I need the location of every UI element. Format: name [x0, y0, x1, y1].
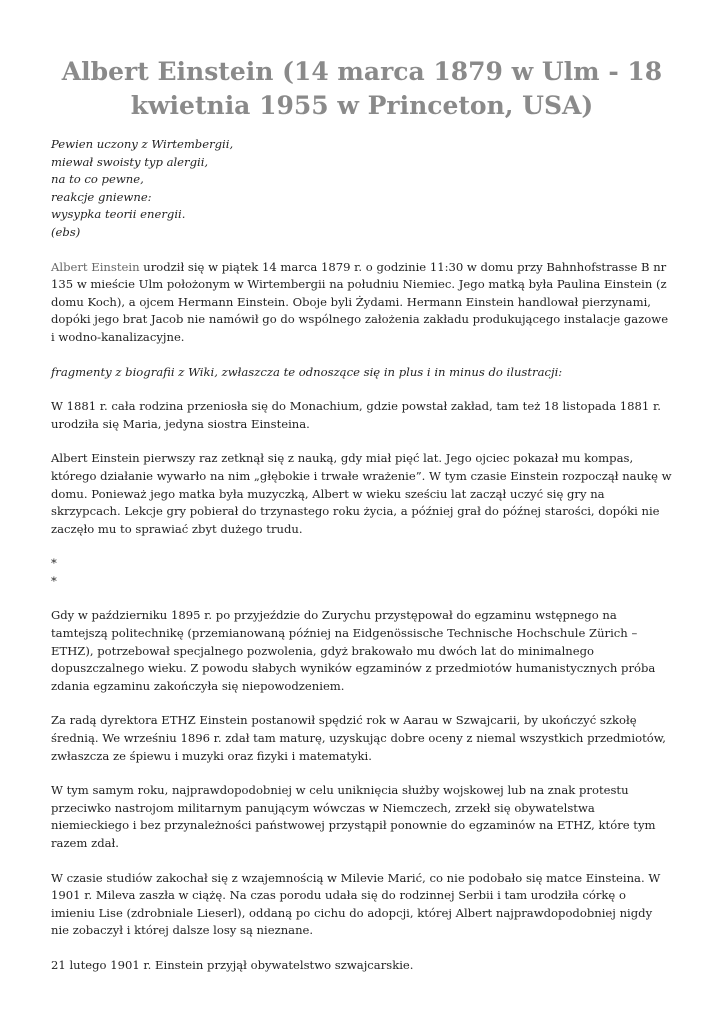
paragraph-mileva: W czasie studiów zakochał się z wzajemnością w Milevie Marić, co nie podobało się matce Einsteina. W 1901 r. Mileva zaszła w ciążę. Na czas porodu udała się do rodzinnej Serbii i tam urodziła córkę o imieniu Lise (zdrobniale Lieserl), oddaną po cichu do adopcji, której Albert najprawdopodobniej nigdy nie zobaczył i której dalsze losy są nieznane. — [51, 870, 661, 938]
paragraph-aarau: Za radą dyrektora ETHZ Einstein postanowił spędzić rok w Aarau w Szwajcarii, by ukończyć szkołę średnią. We wrześniu 1896 r. zdał tam maturę, uzyskując dobre oceny z niemal wszystkich przedmiotów, zwłaszcza ze śpiewu i muzyki oraz fizyki i matematyki. — [51, 713, 666, 763]
paragraph-1881: W 1881 r. cała rodzina przeniosła się do Monachium, gdzie powstał zakład, tam też 18 listopada 1881 r. urodziła się Maria, jedyna siostra Einsteina. — [51, 399, 661, 431]
limerick-line: miewał swoisty typ alergii, — [51, 154, 209, 169]
limerick-line: Pewien uczony z Wirtembergii, — [51, 137, 234, 151]
paragraph-citizenship: W tym samym roku, najprawdopodobniej w celu uniknięcia służby wojskowej lub na znak protestu przeciwko nastrojom militarnym panującym wówczas w Niemczech, zrzekł się obywatelstwa niemieckiego i bez przynależności państwowej przystąpił ponownie do egzaminów na ETHZ, które tym razem zdał. — [51, 783, 656, 850]
fragments-note: fragmenty z biografii z Wiki, zwłaszcza te odnoszące się in plus i in minus do ilustracji: — [51, 364, 563, 379]
limerick — [51, 136, 673, 224]
limerick-line: reakcje gniewne: — [51, 189, 152, 204]
author-signature: (ebs) — [51, 224, 81, 239]
paragraph-1901: 21 lutego 1901 r. Einstein przyjął obywatelstwo szwajcarskie. — [51, 957, 414, 972]
section-separator — [51, 555, 673, 590]
separator-star: * — [51, 556, 57, 571]
limerick-line: na to co pewne, — [51, 172, 144, 187]
page-title: Albert Einstein (14 marca 1879 w Ulm - 18 kwietnia 1955 w Princeton, USA) — [61, 57, 663, 120]
separator-star: * — [51, 573, 57, 588]
einstein-link[interactable]: Albert Einstein — [51, 259, 140, 274]
paragraph-1895: Gdy w październiku 1895 r. po przyjeździe do Zurychu przystępował do egzaminu wstępnego na tamtejszą politechnikę (przemianowaną później na Eidgenössische Technische Hochschule Zürich – ETHZ), potrzebował specjalnego pozwolenia, gdyż brakowało mu dwóch lat do minimalnego dopuszczalnego wieku. Z powodu słabych wyników egzaminów z przedmiotów humanistycznych próba zdania egzaminu zakończyła się niepowodzeniem. — [51, 608, 656, 693]
limerick-line: wysypka teorii energii. — [51, 207, 186, 222]
document-body — [51, 136, 673, 975]
intro-paragraph — [51, 259, 673, 347]
paragraph-science: Albert Einstein pierwszy raz zetknął się z nauką, gdy miał pięć lat. Jego ojciec pokazał mu kompas, którego działanie wywarło na nim „głębokie i trwałe wrażenie”. W tym czasie Einstein rozpoczął naukę w domu. Ponieważ jego matka była muzyczką, Albert w wieku sześciu lat zaczął uczyć się gry na skrzypcach. Lekcje gry pobierał do trzynastego roku życia, a później grał do późnej starości, dopóki nie zaczęło mu to sprawiać zbyt dużego trudu. — [51, 451, 672, 536]
document-page — [51, 55, 673, 992]
intro-text: urodził się w piątek 14 marca 1879 r. o godzinie 11:30 w domu przy Bahnhofstrasse B nr 135 w mieście Ulm położonym w Wirtembergii na południu Niemiec. Jego matką była Paulina Einstein (z domu Koch), a ojcem Hermann Einstein. Oboje byli Żydami. Hermann Einstein handlował pierzynami, dopóki jego brat Jacob nie namówił go do wspólnego założenia zakładu produkującego instalacje gazowe i wodno-kanalizacyjne. — [51, 259, 669, 344]
